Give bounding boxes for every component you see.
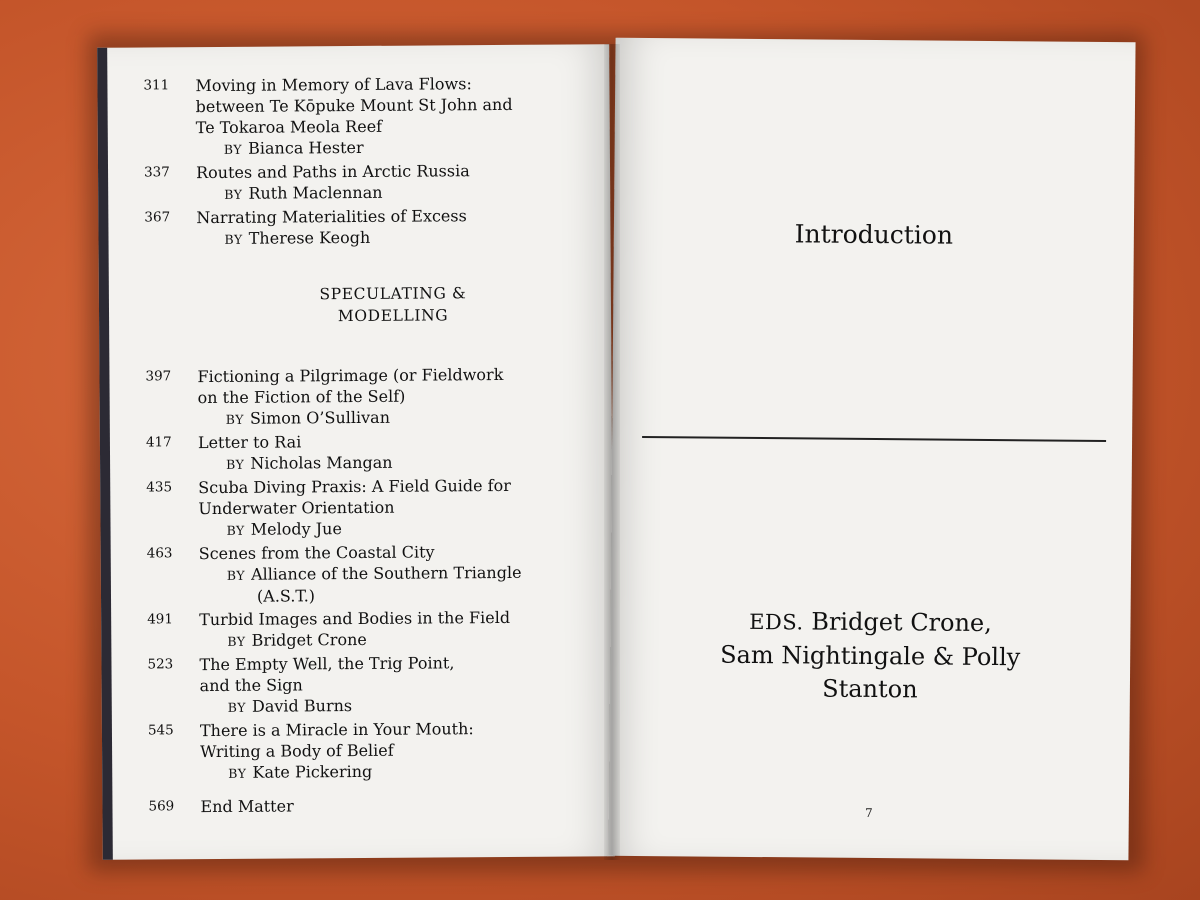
toc-title-line: The Empty Well, the Trig Point, — [199, 653, 455, 675]
eds-label: EDS. — [749, 609, 804, 635]
toc-entry — [148, 717, 604, 784]
editors-line: Stanton — [822, 674, 918, 704]
toc-author — [200, 693, 604, 718]
by-label: BY — [226, 456, 245, 472]
table-of-contents — [143, 72, 604, 817]
toc-page-number: 523 — [147, 656, 174, 673]
by-label: BY — [228, 765, 247, 781]
toc-author — [200, 759, 604, 784]
toc-entry — [144, 204, 600, 250]
toc-title-line: Underwater Orientation — [198, 497, 395, 519]
right-page — [608, 38, 1135, 861]
toc-title-line: Writing a Body of Belief — [200, 740, 394, 762]
toc-page-number: 367 — [144, 209, 171, 226]
toc-title-line: Scuba Diving Praxis: A Field Guide for — [198, 475, 511, 498]
toc-title-line: and the Sign — [199, 675, 303, 696]
toc-entry — [148, 793, 604, 817]
author-name: Ruth Maclennan — [248, 182, 383, 203]
section-heading-line: MODELLING — [337, 306, 449, 326]
by-label: BY — [226, 567, 246, 583]
editors-credit — [610, 604, 1131, 709]
toc-title-line: Routes and Paths in Arctic Russia — [195, 161, 470, 183]
toc-title-line: Letter to Rai — [197, 432, 302, 453]
toc-title-line: Moving in Memory of Lava Flows: — [195, 74, 472, 96]
by-label: BY — [227, 699, 247, 715]
toc-entry — [143, 72, 600, 160]
toc-author — [198, 405, 602, 430]
author-name-continued: (A.S.T.) — [256, 586, 316, 606]
toc-page-number: 311 — [143, 77, 170, 94]
toc-entry — [145, 363, 601, 430]
editors-line — [610, 604, 1130, 643]
toc-entry — [146, 474, 602, 541]
toc-title-line: There is a Miracle in Your Mouth: — [199, 719, 474, 741]
toc-page-number: 491 — [147, 611, 174, 628]
toc-page-number: 417 — [145, 434, 172, 451]
author-name: Bridget Crone — [251, 629, 367, 650]
toc-page-number: 569 — [148, 798, 175, 815]
toc-author-continued — [199, 583, 603, 607]
author-name: Simon O’Sullivan — [249, 407, 391, 428]
left-page — [97, 44, 615, 860]
toc-author — [198, 450, 602, 475]
toc-title-line: on the Fiction of the Self) — [197, 386, 406, 408]
toc-title-line: Te Tokaroa Meola Reef — [195, 116, 383, 138]
toc-title-line: Scenes from the Coastal City — [198, 542, 435, 564]
author-name: Therese Keogh — [248, 227, 371, 248]
toc-author — [199, 627, 603, 652]
toc-entry — [147, 651, 603, 718]
toc-author — [196, 135, 600, 160]
by-label: BY — [223, 141, 243, 157]
toc-author — [199, 561, 603, 586]
by-label: BY — [226, 522, 245, 538]
toc-title-line: Turbid Images and Bodies in the Field — [199, 607, 511, 630]
book-gutter — [604, 44, 620, 860]
toc-page-number: 435 — [146, 479, 173, 496]
toc-title-line: between Te Kōpuke Mount St John and — [195, 94, 513, 117]
toc-page-number: 397 — [145, 368, 172, 385]
section-heading — [185, 281, 601, 328]
author-name: Nicholas Mangan — [250, 452, 393, 473]
horizontal-rule — [642, 436, 1106, 442]
author-name: Melody Jue — [250, 519, 342, 539]
toc-author — [196, 180, 600, 205]
toc-entry — [147, 606, 603, 652]
editors-line: Sam Nightingale & Polly — [720, 640, 1021, 672]
author-name: Bianca Hester — [248, 137, 364, 158]
by-label: BY — [224, 186, 243, 202]
toc-page-number: 463 — [146, 545, 173, 562]
toc-entry — [147, 540, 603, 607]
toc-title-line: End Matter — [200, 796, 294, 817]
toc-page-number: 545 — [147, 722, 174, 739]
toc-title-line: Fictioning a Pilgrimage (or Fieldwork — [197, 364, 504, 387]
toc-page-number: 337 — [143, 164, 170, 181]
page-number: 7 — [864, 805, 873, 821]
editor-names: Bridget Crone, — [811, 607, 992, 638]
toc-entry — [146, 429, 602, 475]
by-label: BY — [225, 411, 245, 427]
by-label: BY — [224, 231, 243, 247]
toc-author — [198, 516, 602, 541]
author-name: Alliance of the Southern Triangle — [251, 562, 522, 584]
toc-entry — [144, 159, 600, 205]
toc-title-line: Narrating Materialities of Excess — [196, 206, 467, 228]
page-title: Introduction — [794, 219, 954, 250]
by-label: BY — [227, 633, 246, 649]
author-name: Kate Pickering — [252, 761, 373, 782]
author-name: David Burns — [251, 696, 353, 716]
toc-author — [196, 225, 600, 250]
section-heading-line: SPECULATING & — [319, 284, 467, 304]
